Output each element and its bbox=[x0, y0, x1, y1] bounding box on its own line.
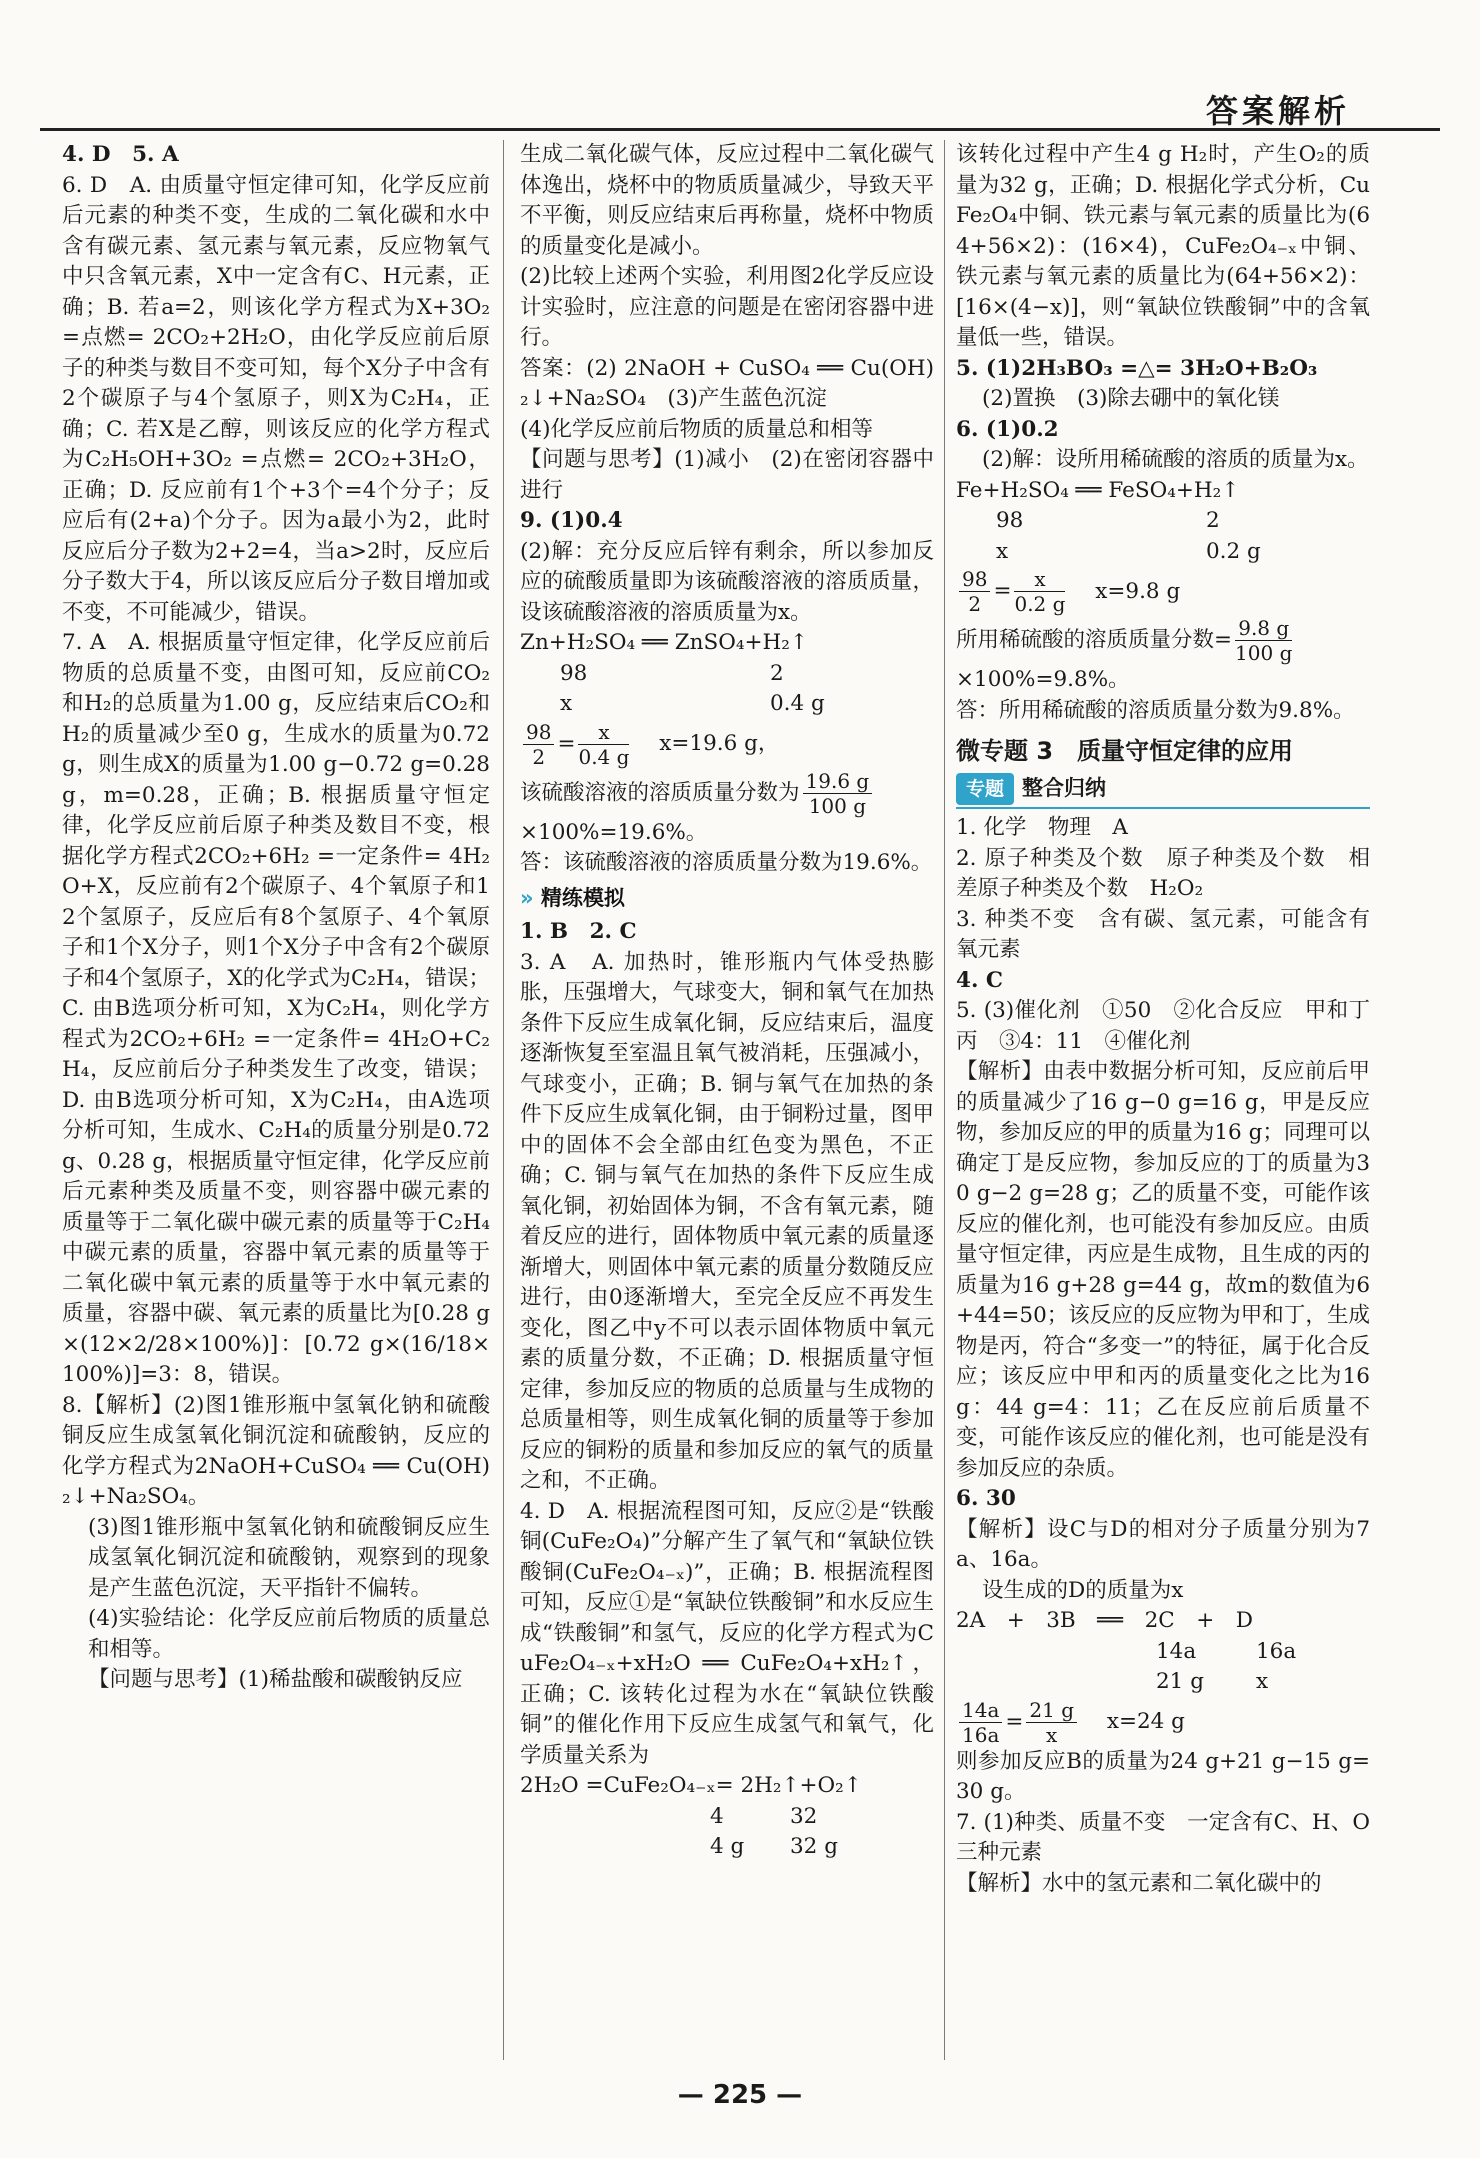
eq4-x1: 4 g bbox=[710, 1834, 745, 1859]
eq6-pct-num: 9.8 g bbox=[1235, 616, 1292, 641]
eq9-result: x=19.6 g， bbox=[659, 731, 780, 756]
eqcd-frac-right-num: 21 g bbox=[1026, 1698, 1077, 1723]
eq6-m2: 2 bbox=[1206, 508, 1220, 533]
equation-4-line: 2H₂O =CuFe₂O₄₋ₓ= 2H₂↑+O₂↑ bbox=[520, 1773, 862, 1798]
answer-6-2: (2)解：设所用稀硫酸的溶质的质量为x。 bbox=[982, 447, 1369, 472]
answer-9-2: (2)解：充分反应后锌有剩余，所以参加反应的硫酸质量即为该硫酸溶液的溶质质量，设该硫酸溶液的溶质质量为x。 bbox=[520, 538, 934, 625]
answer-6-1: 6. (1)0.2 bbox=[956, 416, 1059, 442]
topic-7: 7. (1)种类、质量不变 一定含有C、H、O三种元素 bbox=[956, 1809, 1370, 1865]
eq6-frac-left bbox=[959, 567, 990, 616]
answer-6: 6. D A. 由质量守恒定律可知，化学反应前后元素的种类不变，生成的二氧化碳和水中含有碳元素、氢元素与氧元素，反应物氧气中只含氧元素，X中一定含有C、H元素，正确；B. 若a=2，则该化学方程式为X+3O₂ =点燃= 2CO₂+2H₂O，由化学反应前后原子的种类与数目不变可知，每个X分子中含有2个碳原子与4个氢原子，则X为C₂H₄，正确；C. 若X是乙醇，则该反应的化学方程式为C₂H₅OH+3O₂ =点燃= 2CO₂+3H₂O，正确；D. 反应前有1个+3个=4个分子；反应后有(2+a)个分子。因为a最小为2，此时反应后分子数为2+2=4，当a>2时，反应后分子数大于4，所以该反应后分子数目增加或不变，不可能减少，错误。 bbox=[62, 172, 490, 625]
equation-6-percent bbox=[956, 616, 1370, 665]
eqcd-frac-left bbox=[959, 1698, 1002, 1747]
equation-9 bbox=[520, 628, 934, 879]
eq9-pct-frac bbox=[803, 769, 873, 818]
eqcd-tail: 则参加反应B的质量为24 g+21 g−15 g=30 g。 bbox=[956, 1748, 1370, 1804]
eq6-pct-text: 所用稀硫酸的溶质质量分数= bbox=[956, 627, 1233, 653]
answer-8-think: 【问题与思考】(1)稀盐酸和碳酸钠反应 bbox=[88, 1667, 463, 1692]
topic-1: 1. 化学 物理 A bbox=[956, 815, 1128, 840]
eqcd-x2: x bbox=[1256, 1669, 1269, 1694]
eq9-pct-text: 该硫酸溶液的溶质质量分数为 bbox=[520, 780, 800, 805]
answer-9-1: 9. (1)0.4 bbox=[520, 508, 623, 533]
eq9-pct-den: 100 g bbox=[808, 793, 867, 818]
eqcd-frac-left-num: 14a bbox=[959, 1698, 1002, 1723]
eq9-answer: 答：该硫酸溶液的溶质质量分数为19.6%。 bbox=[520, 850, 933, 875]
eq9-m1: 98 bbox=[560, 660, 588, 686]
practice-1-2: 1. B 2. C bbox=[520, 919, 637, 944]
header-rule bbox=[40, 128, 1440, 131]
eqcd-frac-right bbox=[1026, 1698, 1077, 1747]
column-3 bbox=[956, 140, 1392, 1899]
column-2 bbox=[520, 140, 934, 1863]
topic-2: 2. 原子种类及个数 原子种类及个数 相差原子种类及个数 H₂O₂ bbox=[956, 845, 1370, 901]
answer-8-2: 8.【解析】(2)图1锥形瓶中氢氧化钠和硫酸铜反应生成氢氧化铜沉淀和硫酸钠，反应的化学方程式为2NaOH+CuSO₄ ══ Cu(OH)₂↓+Na₂SO₄。 bbox=[62, 1392, 490, 1509]
col2-intro-5: 【问题与思考】(1)减小 (2)在密闭容器中进行 bbox=[520, 447, 934, 503]
column-divider-1 bbox=[503, 140, 504, 2060]
eqcd-frac-left-den: 16a bbox=[962, 1722, 1000, 1747]
eq6-answer: 答：所用稀硫酸的溶质质量分数为9.8%。 bbox=[956, 697, 1355, 723]
eq4-x2: 32 g bbox=[790, 1834, 838, 1859]
answer-8-4: (4)实验结论：化学反应前后物质的质量总和相等。 bbox=[88, 1606, 490, 1662]
eq9-m2: 2 bbox=[770, 660, 784, 686]
col2-intro-3: 答案：(2) 2NaOH + CuSO₄ ══ Cu(OH)₂↓+Na₂SO₄ (3)产生蓝色沉淀 bbox=[520, 355, 934, 411]
section-practice-label: 精练模拟 bbox=[540, 885, 625, 910]
equation-4 bbox=[520, 1771, 934, 1863]
eq9-x2: 0.4 g bbox=[770, 691, 825, 716]
eqcd-m2: 16a bbox=[1256, 1638, 1297, 1664]
equation-cd-values bbox=[956, 1667, 1370, 1698]
column-1 bbox=[62, 140, 490, 1696]
eq6-frac-left-num: 98 bbox=[959, 567, 990, 592]
eqcd-x1: 21 g bbox=[1156, 1669, 1204, 1694]
header-title: 答案解析 bbox=[1205, 92, 1350, 130]
practice-3: 3. A A. 加热时，锥形瓶内气体受热膨胀，压强增大，气球变大，铜和氧气在加热条件下反应生成氧化铜，反应结束后，温度逐渐恢复至室温且氧气被消耗，压强减小，气球变小，正确；B. 铜与氧气在加热的条件下反应生成氧化铜，由于铜粉过量，图甲中的固体不会全部由红色变为黑色，不正确；C. 铜与氧气在加热的条件下反应生成氧化铜，初始固体为铜，不含有氧元素，随着反应的进行，固体物质中氧元素的质量逐渐增大，则固体中氧元素的质量分数随反应进行，由0逐渐增大，至完全反应不再发生变化，图乙中y不可以表示固体物质中氧元素的质量分数，不正确；D. 根据质量守恒定律，参加反应的物质的总质量与生成物的总质量相等，则生成氧化铜的质量等于参加反应的铜粉的质量和参加反应的氧气的质量之和，不正确。 bbox=[520, 949, 934, 1493]
equation-6-line: Fe+H₂SO₄ ══ FeSO₄+H₂↑ bbox=[956, 477, 1240, 503]
answer-5-1: 5. (1)2H₃BO₃ =△= 3H₂O+B₂O₃ bbox=[956, 355, 1318, 381]
eq9-frac-right-num: x bbox=[578, 720, 629, 745]
topic-6: 6. 30 bbox=[956, 1486, 1016, 1511]
topic-5: 5. (3)催化剂 ①50 ②化合反应 甲和丁 丙 ③4：11 ④催化剂 bbox=[956, 998, 1392, 1054]
eq6-x1: x bbox=[996, 538, 1009, 564]
answer-4-5: 4. D 5. A bbox=[62, 142, 179, 167]
eqcd-frac-right-den: x bbox=[1046, 1722, 1058, 1747]
eq4-m1: 4 bbox=[710, 1803, 724, 1829]
topic-badge-line bbox=[956, 773, 1370, 810]
topic-6-analysis: 【解析】设C与D的相对分子质量分别为7a、16a。 bbox=[956, 1516, 1370, 1572]
answer-5-2: (2)置换 (3)除去硼中的氧化镁 bbox=[982, 386, 1280, 411]
equation-cd-proportion: $\frac{14a}{16a}$ = $\frac{21 g}{x}$ x=24 g bbox=[956, 1698, 1370, 1747]
equation-6-unknowns bbox=[956, 537, 1370, 568]
eq9-frac-right bbox=[578, 720, 629, 769]
equation-9-proportion: $\frac{98}{2}$ = $\frac{x}{0.4 g}$ x=19.6 g， bbox=[520, 720, 934, 769]
equation-9-line: Zn+H₂SO₄ ══ ZnSO₄+H₂↑ bbox=[520, 630, 808, 655]
eq6-frac-right-num: x bbox=[1014, 567, 1065, 592]
equation-4-masses bbox=[520, 1802, 934, 1833]
col2-intro-1: 生成二氧化碳气体，反应过程中二氧化碳气体逸出，烧杯中的物质质量减少，导致天平不平衡，则反应结束后再称量，烧杯中物质的质量变化是减小。 bbox=[520, 142, 934, 259]
equation-6-masses bbox=[956, 506, 1370, 537]
eq9-pct-num: 19.6 g bbox=[803, 769, 873, 794]
equation-9-percent bbox=[520, 769, 934, 818]
eq6-pct-den: 100 g bbox=[1235, 641, 1293, 665]
topic-5-analysis: 【解析】由表中数据分析可知，反应前后甲的质量减少了16 g−0 g=16 g，甲是反应物，参加反应的甲的质量为16 g；同理可以确定丁是反应物，参加反应的丁的质量为30 g−2 g=28 g；乙的质量不变，可能作该反应的催化剂，也可能没有参加反应。由质量守恒定律，丙应是生成物，且生成的丙的质量为16 g+28 g=44 g，故m的数值为6+44=50；该反应的反应物为甲和丁，生成物是丙，符合“多变一”的特征，属于化合反应；该反应中甲和丙的质量变化之比为16 g：44 g=4：11；乙在反应前后质量不变，可能作该反应的催化剂，也可能是没有参加反应的杂质。 bbox=[956, 1059, 1370, 1481]
topic-badge: 专题 bbox=[956, 773, 1014, 806]
page-number: — 225 — bbox=[677, 2080, 803, 2110]
eq6-m1: 98 bbox=[996, 508, 1024, 533]
section-practice bbox=[520, 883, 934, 914]
eq6-result: x=9.8 g bbox=[1095, 578, 1181, 604]
eq9-x1: x bbox=[560, 691, 573, 716]
practice-4: 4. D A. 根据流程图可知，反应②是“铁酸铜(CuFe₂O₄)”分解产生了氧气和“氧缺位铁酸铜(CuFe₂O₄₋ₓ)”，正确；B. 根据流程图可知，反应①是“氧缺位铁酸铜”和水反应生成“铁酸铜”和氢气，反应的化学方程式为CuFe₂O₄₋ₓ+xH₂O ══ CuFe₂O₄+xH₂↑，正确；C. 该转化过程为水在“氧缺位铁酸铜”的催化作用下反应生成氢气和氧气，化学质量关系为 bbox=[520, 1498, 934, 1768]
eq6-frac-right-den: 0.2 g bbox=[1014, 592, 1066, 616]
eq9-frac-left bbox=[523, 720, 554, 769]
page-header bbox=[0, 70, 1480, 130]
equation-cd-masses bbox=[956, 1637, 1370, 1668]
col3-intro-1: 该转化过程中产生4 g H₂时，产生O₂的质量为32 g，正确；D. 根据化学式分析，CuFe₂O₄中铜、铁元素与氧元素的质量比为(64+56×2)：(16×4)，CuFe₂O₄₋ₓ中铜、铁元素与氧元素的质量比为(64+56×2)：[16×(4−x)]，则“氧缺位铁酸铜”中的含氧量低一些，错误。 bbox=[956, 142, 1370, 350]
eq9-frac-left-den: 2 bbox=[532, 744, 546, 769]
topic-title: 微专题 3 质量守恒定律的应用 bbox=[956, 737, 1294, 765]
double-chevron-icon: » bbox=[520, 885, 534, 910]
eq6-x2: 0.2 g bbox=[1206, 538, 1261, 564]
topic-3: 3. 种类不变 含有碳、氢元素，可能含有氧元素 bbox=[956, 906, 1370, 962]
eq6-frac-right bbox=[1014, 567, 1065, 616]
col2-intro-2: (2)比较上述两个实验，利用图2化学反应设计实验时，应注意的问题是在密闭容器中进行。 bbox=[520, 264, 934, 350]
eq9-frac-right-den: 0.4 g bbox=[578, 744, 630, 769]
eqcd-result: x=24 g bbox=[1106, 1709, 1185, 1734]
eq4-m2: 32 bbox=[790, 1803, 818, 1829]
topic-badge-title: 整合归纳 bbox=[1022, 775, 1107, 800]
equation-cd-line: 2A + 3B ══ 2C + D bbox=[956, 1608, 1253, 1633]
eq9-pct-tail: ×100%=19.6%。 bbox=[520, 819, 708, 845]
equation-6 bbox=[956, 476, 1370, 727]
eq9-frac-left-num: 98 bbox=[523, 720, 554, 745]
topic-6-setup: 设生成的D的质量为x bbox=[982, 1577, 1184, 1603]
equation-9-unknowns bbox=[520, 689, 934, 720]
eqcd-m1: 14a bbox=[1156, 1638, 1197, 1664]
equation-9-masses bbox=[520, 659, 934, 690]
answer-7: 7. A A. 根据质量守恒定律，化学反应前后物质的总质量不变，由图可知，反应前CO₂和H₂的总质量为1.00 g，反应结束后CO₂和H₂的质量减少至0 g，生成水的质量为0.72 g，则生成X的质量为1.00 g−0.72 g=0.28 g，m=0.28，正确；B. 根据质量守恒定律，化学反应前后原子种类及数目不变，根据化学方程式2CO₂+6H₂ =一定条件= 4H₂O+X，反应前有2个碳原子、4个氧原子和12个氢原子，反应后有8个氢原子、4个氧原子和1个X分子，则1个X分子中含有2个碳原子和4个氢原子，X的化学式为C₂H₄，错误；C. 由B选项分析可知，X为C₂H₄，则化学方程式为2CO₂+6H₂ =一定条件= 4H₂O+C₂H₄，反应前后分子种类发生了改变，错误；D. 由B选项分析可知，X为C₂H₄，由A选项分析可知，生成水、C₂H₄的质量分别是0.72 g、0.28 g，根据质量守恒定律，化学反应前后元素种类及质量不变，则容器中碳元素的质量等于二氧化碳中碳元素的质量等于C₂H₄中碳元素的质量，容器中氧元素的质量等于二氧化碳中氧元素的质量等于水中氧元素的质量，容器中碳、氧元素的质量比为[0.28 g×(12×2/28×100%)]：[0.72 g×(16/18×100%)]=3：8，错误。 bbox=[62, 630, 490, 1387]
eq6-pct-frac bbox=[1235, 616, 1292, 665]
eq6-frac-left-den: 2 bbox=[968, 592, 982, 616]
equation-4-values bbox=[520, 1832, 934, 1863]
answer-8-3: (3)图1锥形瓶中氢氧化钠和硫酸铜反应生成氢氧化铜沉淀和硫酸钠，观察到的现象是产生蓝色沉淀，天平指针不偏转。 bbox=[88, 1514, 490, 1601]
col2-intro-4: (4)化学反应前后物质的质量总和相等 bbox=[520, 416, 873, 442]
topic-7-analysis: 【解析】水中的氢元素和二氧化碳中的 bbox=[956, 1870, 1322, 1896]
equation-6-proportion: $\frac{98}{2}$ = $\frac{x}{0.2 g}$ x=9.8 g bbox=[956, 567, 1370, 616]
equation-cd bbox=[956, 1606, 1370, 1808]
topic-4: 4. C bbox=[956, 967, 1004, 993]
eq6-pct-tail: ×100%=9.8%。 bbox=[956, 667, 1130, 692]
column-divider-2 bbox=[944, 140, 945, 2060]
